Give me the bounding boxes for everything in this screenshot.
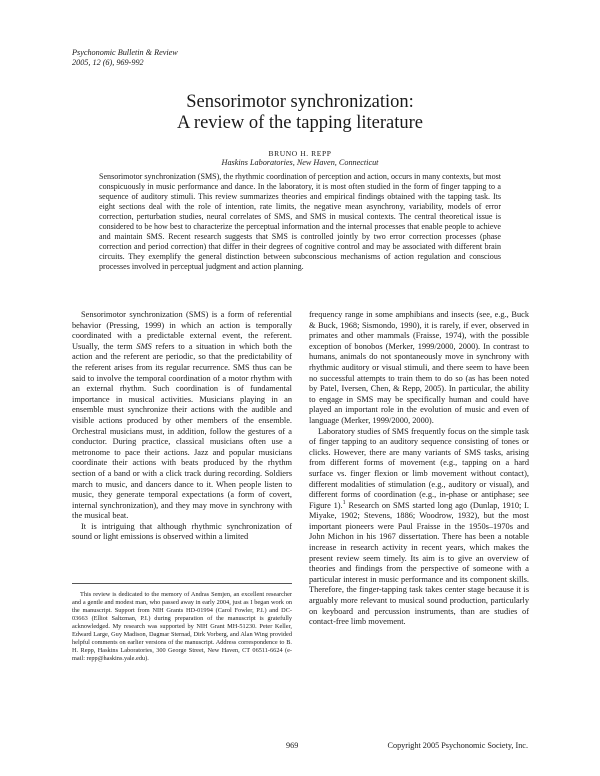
journal-name: Psychonomic Bulletin & Review [72, 48, 178, 57]
emphasized-term: SMS [136, 341, 152, 351]
title-line-1: Sensorimotor synchronization: [186, 92, 414, 112]
page-number: 969 [286, 741, 299, 750]
body-paragraph: Sensorimotor synchronization (SMS) is a form of referential behavior (Pressing, 1999) in which an action is temporally coordinated with a predictable external event, the referent. Usually, the term SMS refers to a situation in which both the action and the referent are periodic, so that the predictability of the referent arises from its regular recurrence. SMS thus can be said to involve the temporal coordination of a motor rhythm with an external rhythm. Such coordination is of fundamental importance in musical activities. Musicians playing in an ensemble must synchronize their actions with the audible and visible actions produced by other members of the ensemble. Orchestral musicians must, in addition, follow the gestures of a conductor. During practice, classical musicians often use a metronome to pace their actions. Jazz and popular musicians coordinate their actions with beats produced by the rhythm section of a band or with a click track during recording. Soldiers march to music, and dancers dance to it. When people listen to music, they generate temporal expectations (a form of covert, internal synchronization), and they may move in synchrony with the musical beat. [72, 310, 292, 521]
journal-citation: 2005, 12 (6), 969-992 [72, 58, 144, 67]
footnote-marker: 1 [342, 499, 346, 506]
abstract: Sensorimotor synchronization (SMS), the rhythmic coordination of perception and action, occurs in many contexts, but most conspicuously in music performance and dance. In the laboratory, it is most often studied in the form of finger tapping to a sequence of auditory stimuli. This review summarizes theories and empirical findings obtained with the tapping task. Its eight sections deal with the role of intention, rate limits, the negative mean asynchrony, variability, models of error correction, perturbation studies, neural correlates of SMS, and SMS in musical contexts. The central theoretical issue is considered to be how best to characterize the perceptual information and the internal processes that enable people to achieve and maintain SMS. Recent research suggests that SMS is controlled jointly by two error correction processes (phase correction and period correction) that differ in their degrees of cognitive control and may be associated with different brain circuits. They exemplify the general distinction between subconscious mechanisms of action regulation and conscious processes involved in perceptual judgment and action planning. [99, 172, 501, 271]
body-paragraph: frequency range in some amphibians and insects (see, e.g., Buck & Buck, 1968; Sismondo, 1990), it is rarely, if ever, observed in primates and other mammals (Fraisse, 1974), with the possible exception of bonobos (Merker, 1999/2000, 2000). In contrast to humans, animals do not spontaneously move in synchrony with rhythmic auditory or visual stimuli, and there seem to have been no successful attempts to train them to do so (as has been noted by Patel, Iversen, Chen, & Repp, 2005). In particular, the ability to engage in SMS may be specifically human and could have played an important role in the evolution of music and even of language (Merker, 1999/2000, 2000). [309, 310, 529, 425]
body-paragraph: It is intriguing that although rhythmic synchronization of sound or light emissions is observed within a limited [72, 521, 292, 542]
footnote-divider [72, 583, 292, 584]
footnote-text: This review is dedicated to the memory of Andras Semjen, an excellent researcher and a gentle and modest man, who passed away in early 2004, just as I began work on the manuscript. Support from NIH Grants HD-01994 (Carol Fowler, P.I.) and DC-03663 (Elliot Saltzman, P.I.) during preparation of the manuscript is gratefully acknowledged. My research was supported by NIH Grant MH-51230. Peter Keller, Edward Large, Guy Madison, Dagmar Sternad, Dirk Vorberg, and Alan Wing provided helpful comments on earlier versions of the manuscript. Address correspondence to B. H. Repp, Haskins Laboratories, 300 George Street, New Haven, CT 06511-6624 (e-mail: repp@haskins.yale.edu). [72, 591, 292, 662]
body-column-left [72, 310, 292, 543]
journal-header [72, 48, 178, 68]
body-column-right [309, 310, 529, 628]
author-name: BRUNO H. REPP [268, 149, 332, 158]
article-title [0, 92, 600, 134]
body-paragraph: Laboratory studies of SMS frequently focus on the simple task of finger tapping to an auditory sequence consisting of tones or clicks. However, there are many variants of SMS tasks, arising from different forms of movement (e.g., tapping on a hard surface vs. finger flexion or limb movement without contact), different modalities of stimulation (e.g., auditory or visual), and different forms of coordination (e.g., in-phase or antiphase; see Figure 1).$^1$ Research on SMS started long ago (Dunlap, 1910; I. Miyake, 1902; Stevens, 1886; Woodrow, 1932), but the most important pioneers were Paul Fraisse in the 1950s–1970s and John Michon in his 1967 dissertation. There has been a notable increase in research activity in recent years, which makes the present review seem timely. Its aim is to give an overview of theories and findings from the perspective of someone with a particular interest in music performance and its component skills. Therefore, the finger-tapping task takes center stage because it is arguably more relevant to musical sound production, particularly on keyboard and percussion instruments, than are studies of contact-free limb movement. [309, 426, 529, 627]
author-affiliation: Haskins Laboratories, New Haven, Connecticut [221, 158, 379, 167]
author-footnote [72, 591, 292, 663]
title-line-2: A review of the tapping literature [176, 113, 424, 133]
copyright-notice: Copyright 2005 Psychonomic Society, Inc. [387, 741, 528, 750]
